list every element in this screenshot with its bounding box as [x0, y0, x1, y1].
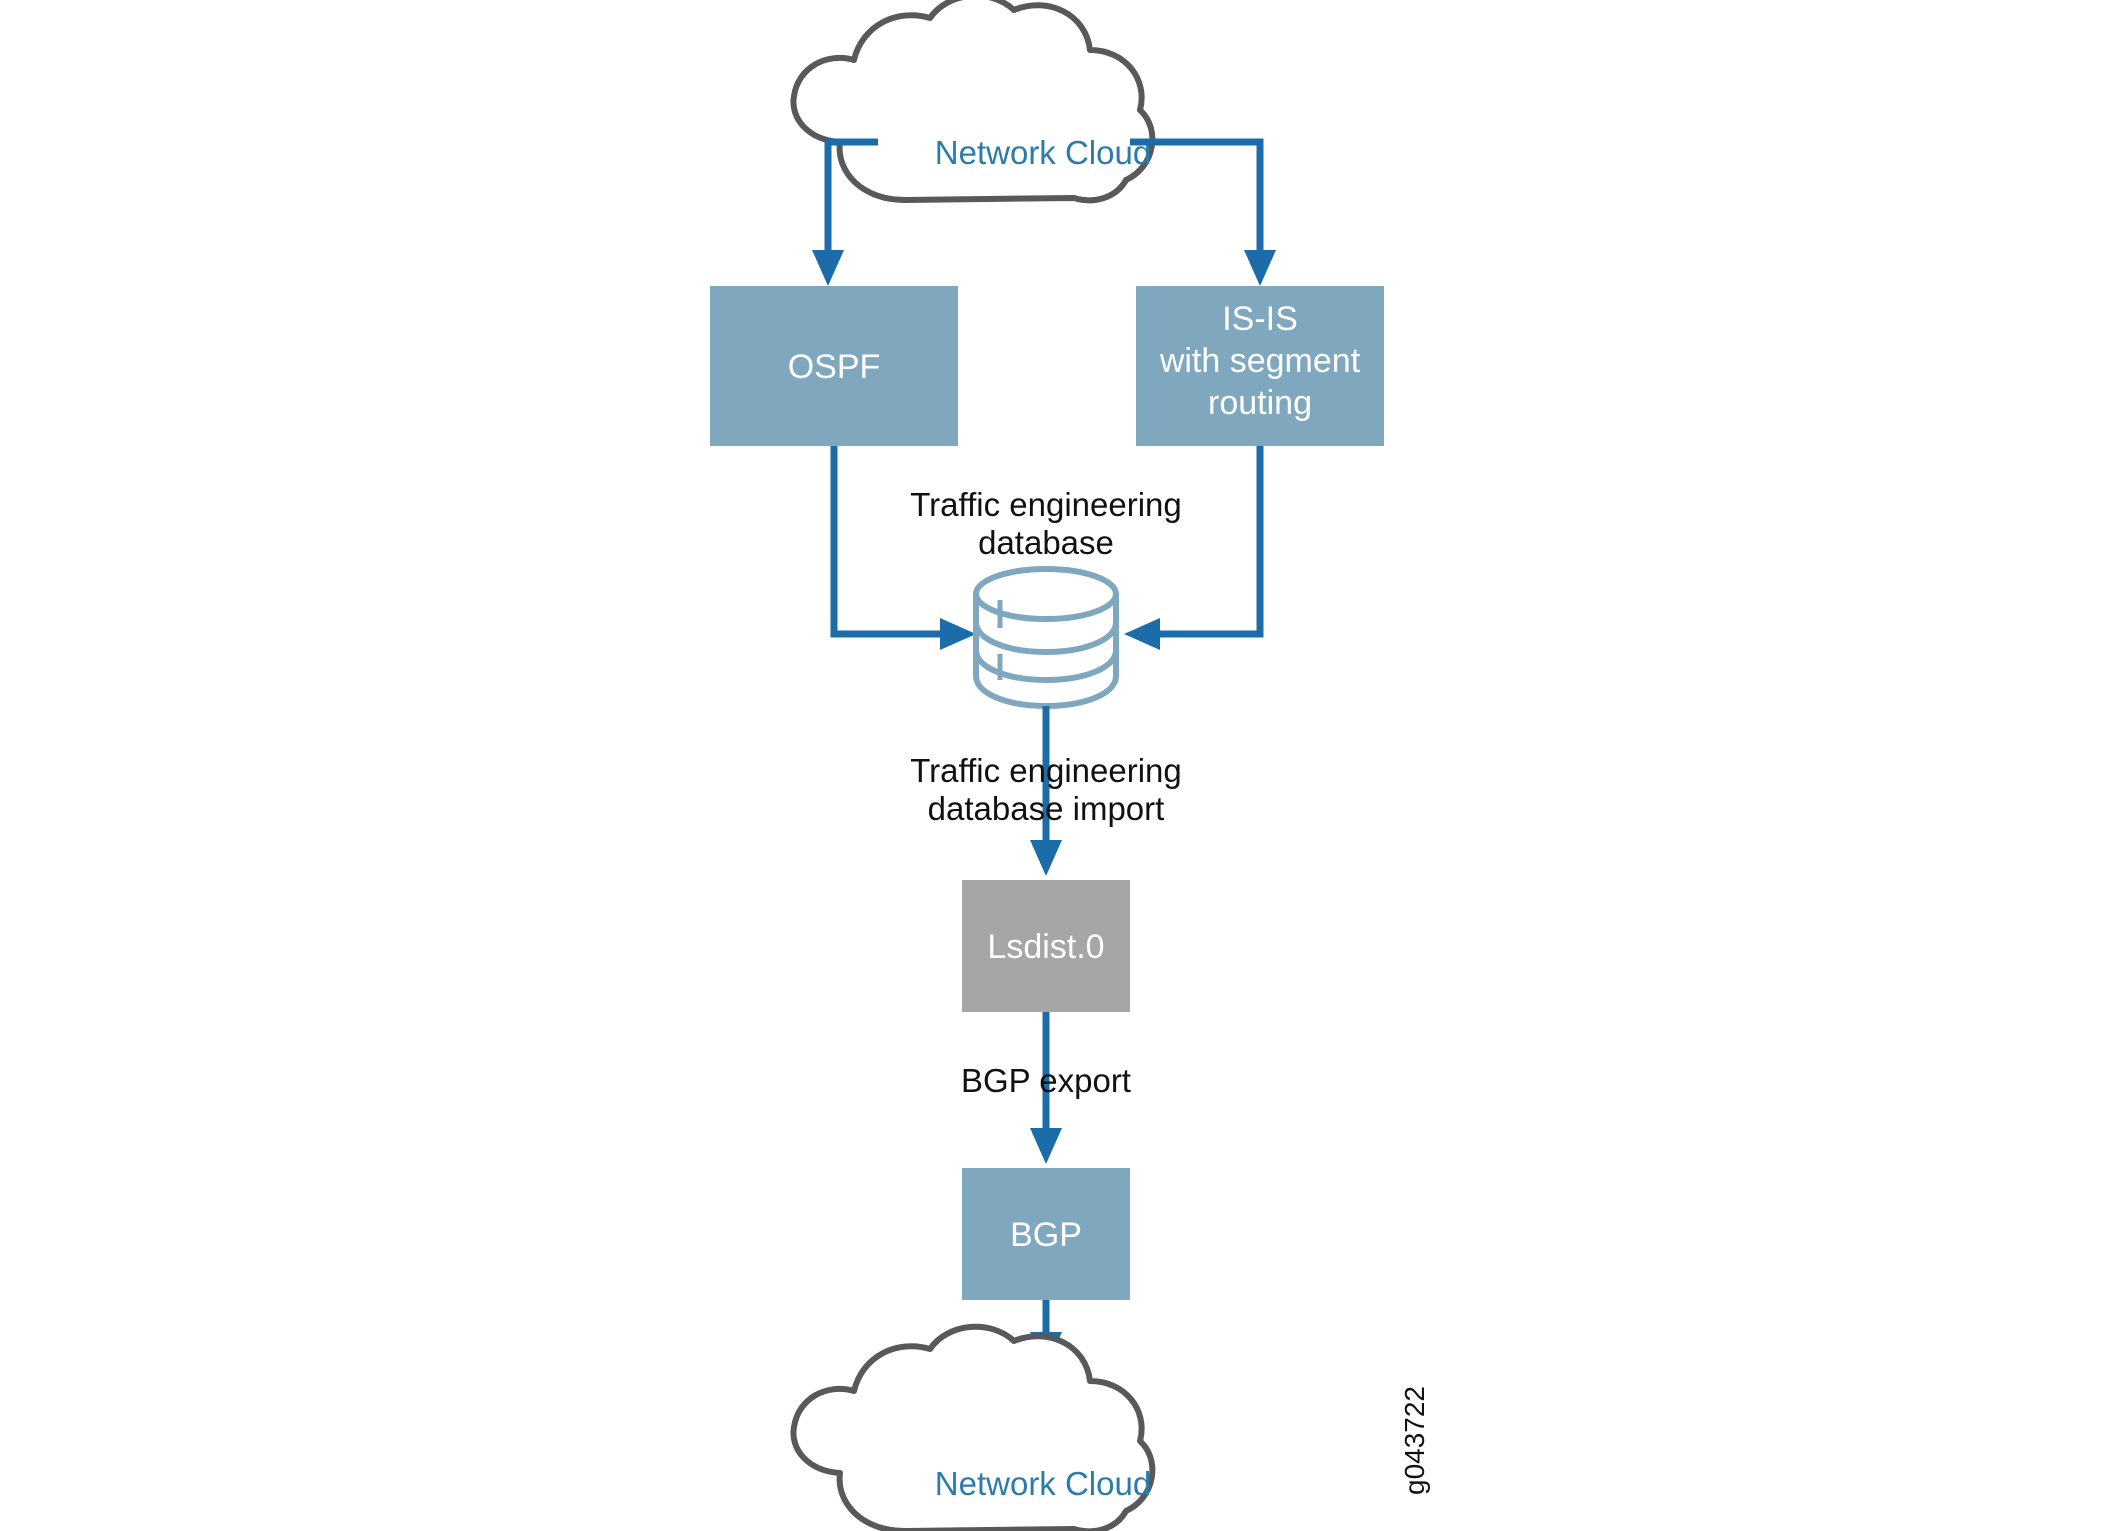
bgp-export-label: BGP export — [961, 1062, 1131, 1099]
node-ospf — [710, 286, 958, 446]
database-icon — [976, 569, 1116, 706]
ted-import-label-line1: Traffic engineering — [910, 752, 1182, 789]
node-isis — [1136, 286, 1384, 446]
bgp-label: BGP — [1010, 1216, 1082, 1254]
figure-id-label: g043722 — [1399, 1385, 1430, 1495]
cloud-bottom-label: Network Cloud — [934, 1465, 1152, 1502]
ted-import-label-line2: database import — [927, 790, 1165, 827]
cloud-bottom — [793, 1327, 1152, 1531]
edge-database-to-lsdist — [910, 706, 1182, 876]
isis-label-line2: with segment — [1159, 342, 1361, 380]
ted-label-line2: database — [978, 524, 1114, 561]
isis-label-line3: routing — [1208, 384, 1312, 422]
edge-lsdist-to-bgp — [961, 1012, 1131, 1164]
cloud-top — [793, 0, 1152, 200]
isis-label-line1: IS-IS — [1222, 300, 1298, 338]
lsdist-label: Lsdist.0 — [987, 928, 1105, 966]
database-caption — [910, 486, 1182, 561]
node-lsdist — [962, 880, 1130, 1012]
cloud-top-label: Network Cloud — [934, 134, 1152, 171]
edge-cloud-to-isis — [1130, 142, 1276, 286]
edge-ospf-to-database — [834, 446, 976, 650]
ted-label-line1: Traffic engineering — [910, 486, 1182, 523]
node-bgp — [962, 1168, 1130, 1300]
edge-isis-to-database — [1124, 446, 1260, 650]
ospf-label: OSPF — [787, 348, 881, 386]
